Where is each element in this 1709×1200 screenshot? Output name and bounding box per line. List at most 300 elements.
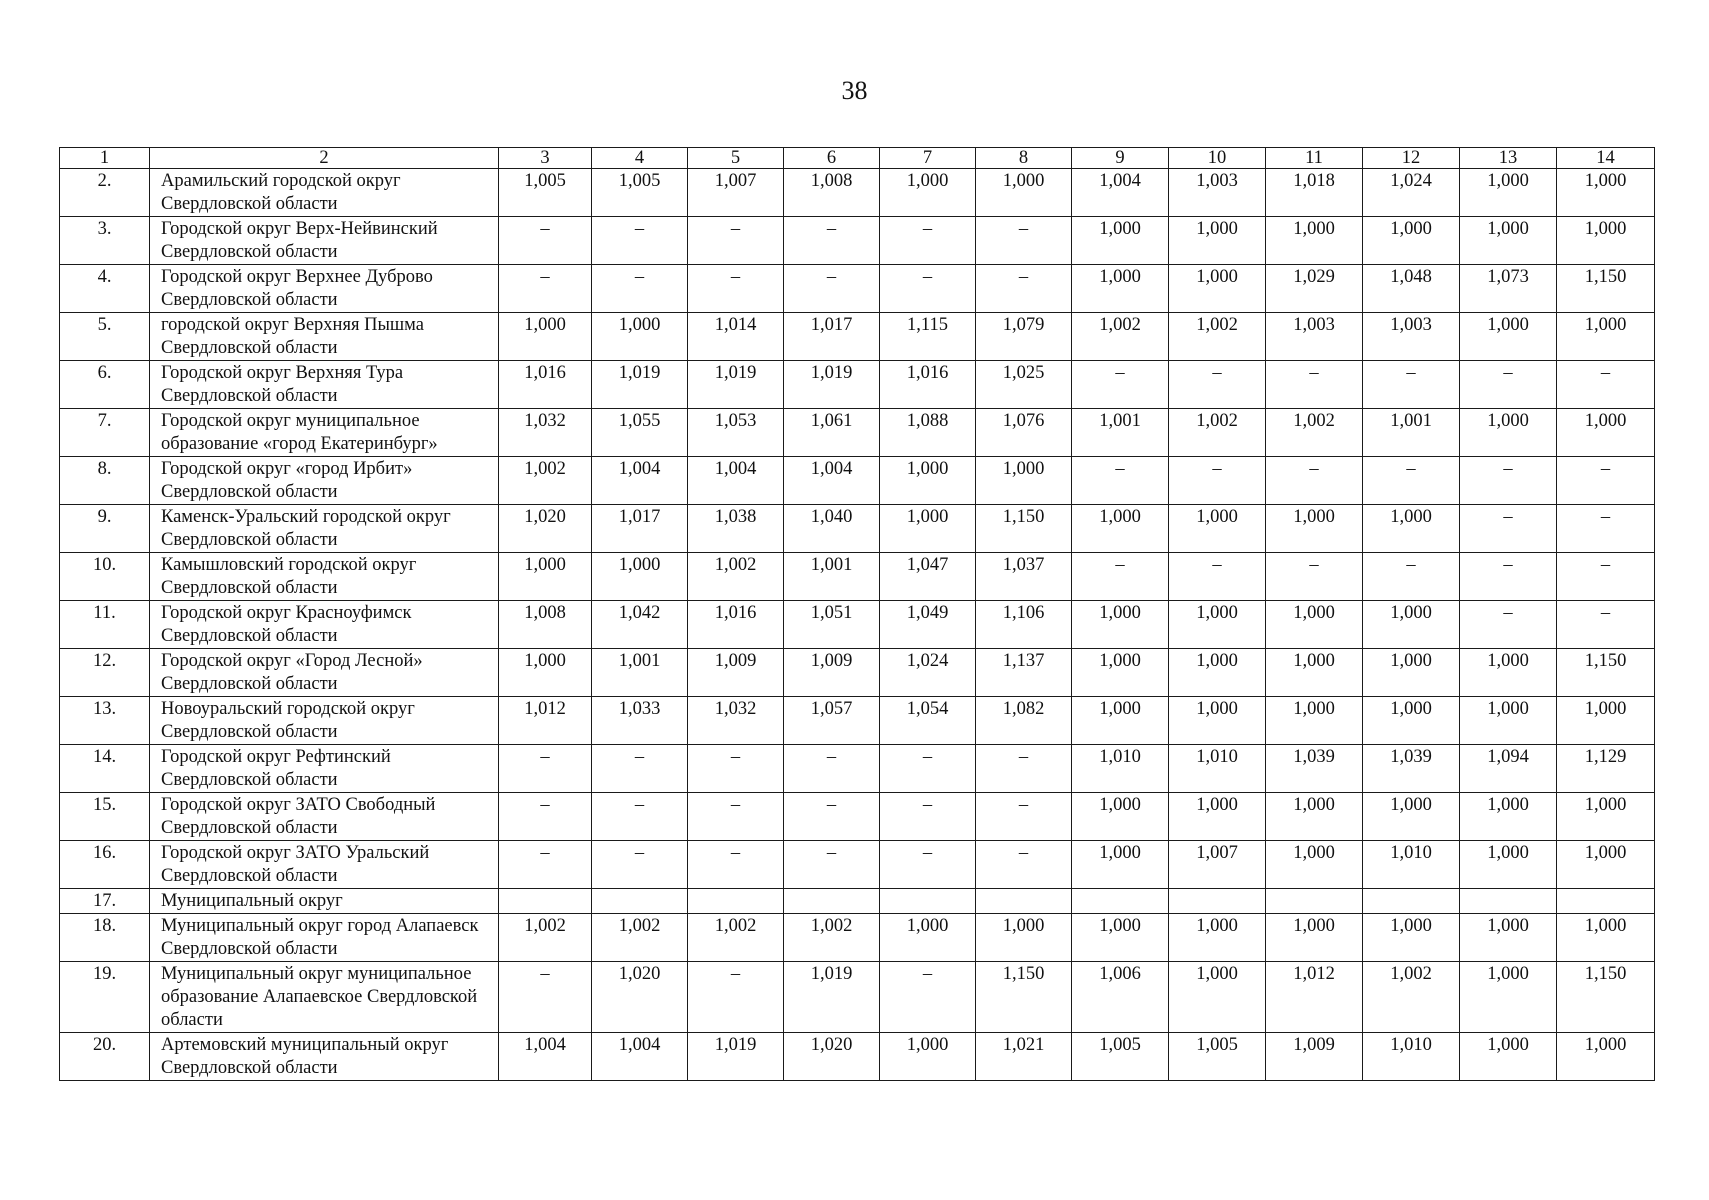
coefficient-cell: 1,009 (1266, 1033, 1363, 1081)
coefficient-cell: 1,019 (784, 962, 880, 1033)
coefficient-cell: 1,000 (592, 313, 688, 361)
coefficient-cell: 1,000 (1557, 169, 1655, 217)
municipality-name-cell: Городской округ Красноуфимск Свердловской области (150, 601, 499, 649)
coefficient-cell: 1,000 (499, 553, 592, 601)
coefficient-cell (499, 889, 592, 914)
municipality-name-cell: Муниципальный округ муниципальное образование Алапаевское Свердловской области (150, 962, 499, 1033)
municipality-name-cell: Камышловский городской округ Свердловской области (150, 553, 499, 601)
coefficient-cell: 1,000 (880, 914, 976, 962)
table-row (60, 313, 1655, 361)
coefficient-cell: – (880, 265, 976, 313)
coefficient-cell: 1,001 (1363, 409, 1460, 457)
coefficient-cell: 1,002 (1169, 313, 1266, 361)
coefficient-cell: 1,002 (499, 457, 592, 505)
coefficient-cell: 1,000 (1169, 914, 1266, 962)
coefficient-cell: 1,017 (592, 505, 688, 553)
coefficient-cell: 1,000 (1460, 793, 1557, 841)
table-body (60, 148, 1655, 1081)
coefficient-cell: 1,012 (1266, 962, 1363, 1033)
coefficient-cell: 1,021 (976, 1033, 1072, 1081)
table-row (60, 793, 1655, 841)
coefficient-cell: 1,000 (592, 553, 688, 601)
coefficient-cell: – (1363, 457, 1460, 505)
coefficient-cell (688, 889, 784, 914)
coefficient-cell: 1,032 (688, 697, 784, 745)
coefficient-cell: – (1460, 361, 1557, 409)
coefficient-cell: 1,115 (880, 313, 976, 361)
row-number-cell: 2. (60, 169, 150, 217)
table-row (60, 841, 1655, 889)
coefficient-cell: – (784, 745, 880, 793)
coefficient-cell: 1,016 (880, 361, 976, 409)
coefficient-cell: 1,005 (499, 169, 592, 217)
coefficient-cell: – (1266, 457, 1363, 505)
column-number-cell: 4 (592, 148, 688, 169)
coefficient-cell: 1,000 (1169, 793, 1266, 841)
coefficient-cell: 1,039 (1266, 745, 1363, 793)
coefficient-cell (880, 889, 976, 914)
column-number-cell: 13 (1460, 148, 1557, 169)
coefficient-cell: 1,007 (688, 169, 784, 217)
municipality-name-cell: Городской округ «Город Лесной» Свердловской области (150, 649, 499, 697)
coefficient-cell: 1,000 (976, 914, 1072, 962)
row-number-cell: 12. (60, 649, 150, 697)
coefficient-cell: 1,000 (1460, 1033, 1557, 1081)
coefficient-cell: 1,006 (1072, 962, 1169, 1033)
coefficient-cell: 1,000 (1072, 649, 1169, 697)
coefficient-cell: 1,055 (592, 409, 688, 457)
coefficient-cell: – (499, 962, 592, 1033)
coefficient-cell: 1,000 (499, 649, 592, 697)
table-row (60, 889, 1655, 914)
coefficient-cell: 1,039 (1363, 745, 1460, 793)
table-row (60, 1033, 1655, 1081)
coefficient-cell: 1,000 (1072, 217, 1169, 265)
row-number-cell: 5. (60, 313, 150, 361)
coefficient-cell: – (784, 793, 880, 841)
coefficient-cell: 1,000 (1169, 217, 1266, 265)
coefficient-cell: 1,076 (976, 409, 1072, 457)
row-number-cell: 20. (60, 1033, 150, 1081)
coefficient-cell (1266, 889, 1363, 914)
coefficient-cell: – (1460, 601, 1557, 649)
coefficient-cell: 1,000 (1072, 697, 1169, 745)
coefficient-cell: 1,010 (1072, 745, 1169, 793)
row-number-cell: 18. (60, 914, 150, 962)
coefficient-cell: 1,025 (976, 361, 1072, 409)
coefficient-cell: – (880, 217, 976, 265)
coefficient-cell: 1,010 (1169, 745, 1266, 793)
coefficient-cell: 1,000 (1072, 841, 1169, 889)
coefficient-cell: 1,000 (1266, 841, 1363, 889)
table-row (60, 962, 1655, 1033)
coefficient-cell: 1,073 (1460, 265, 1557, 313)
coefficient-cell: 1,049 (880, 601, 976, 649)
coefficient-cell: 1,001 (1072, 409, 1169, 457)
coefficient-cell: – (880, 793, 976, 841)
coefficient-cell: 1,002 (1363, 962, 1460, 1033)
coefficient-cell: 1,012 (499, 697, 592, 745)
coefficient-cell: 1,000 (1557, 313, 1655, 361)
row-number-cell: 8. (60, 457, 150, 505)
coefficient-cell: 1,000 (1363, 505, 1460, 553)
coefficient-cell: – (499, 217, 592, 265)
coefficient-cell: 1,010 (1363, 1033, 1460, 1081)
coefficient-cell: 1,001 (592, 649, 688, 697)
coefficient-cell: – (880, 841, 976, 889)
coefficient-cell: 1,004 (592, 457, 688, 505)
coefficient-cell (592, 889, 688, 914)
coefficient-cell: – (1363, 361, 1460, 409)
coefficient-cell: 1,000 (1460, 169, 1557, 217)
coefficient-cell: – (1460, 553, 1557, 601)
municipality-name-cell: Муниципальный округ (150, 889, 499, 914)
municipality-name-cell: Городской округ Рефтинский Свердловской области (150, 745, 499, 793)
coefficient-cell: 1,019 (592, 361, 688, 409)
coefficient-cell: – (592, 217, 688, 265)
municipality-name-cell: Городской округ муниципальное образование «город Екатеринбург» (150, 409, 499, 457)
coefficient-cell: 1,150 (1557, 649, 1655, 697)
column-number-cell: 11 (1266, 148, 1363, 169)
coefficient-cell: 1,000 (1460, 217, 1557, 265)
coefficient-cell: 1,005 (1169, 1033, 1266, 1081)
coefficient-cell: 1,002 (688, 553, 784, 601)
coefficient-cell: 1,129 (1557, 745, 1655, 793)
coefficient-cell: 1,137 (976, 649, 1072, 697)
row-number-cell: 6. (60, 361, 150, 409)
coefficient-cell: – (1169, 361, 1266, 409)
coefficient-cell: 1,008 (499, 601, 592, 649)
coefficient-cell: – (592, 841, 688, 889)
coefficient-cell: – (688, 793, 784, 841)
municipality-name-cell: Каменск-Уральский городской округ Свердловской области (150, 505, 499, 553)
row-number-cell: 16. (60, 841, 150, 889)
coefficient-cell: 1,053 (688, 409, 784, 457)
coefficient-cell: 1,014 (688, 313, 784, 361)
page-number: 38 (841, 76, 868, 105)
coefficient-cell: – (976, 793, 1072, 841)
coefficient-cell: 1,150 (1557, 265, 1655, 313)
municipality-name-cell: городской округ Верхняя Пышма Свердловской области (150, 313, 499, 361)
coefficient-cell (976, 889, 1072, 914)
coefficient-cell: 1,094 (1460, 745, 1557, 793)
coefficient-cell: – (688, 217, 784, 265)
coefficient-cell: – (688, 265, 784, 313)
coefficient-cell: 1,061 (784, 409, 880, 457)
coefficient-cell: 1,037 (976, 553, 1072, 601)
coefficient-cell: – (1072, 361, 1169, 409)
coefficient-cell: 1,003 (1266, 313, 1363, 361)
column-number-cell: 9 (1072, 148, 1169, 169)
coefficient-cell: 1,033 (592, 697, 688, 745)
coefficient-cell: 1,003 (1169, 169, 1266, 217)
coefficient-cell: – (1169, 553, 1266, 601)
table-row (60, 217, 1655, 265)
coefficient-cell: 1,000 (1363, 793, 1460, 841)
table-row (60, 914, 1655, 962)
coefficient-cell: 1,000 (1557, 841, 1655, 889)
coefficient-cell: 1,016 (499, 361, 592, 409)
coefficient-cell: – (784, 841, 880, 889)
table-row (60, 697, 1655, 745)
coefficient-cell: – (592, 265, 688, 313)
row-number-cell: 13. (60, 697, 150, 745)
coefficient-cell: – (499, 745, 592, 793)
coefficients-table (59, 147, 1655, 1081)
coefficient-cell (1072, 889, 1169, 914)
coefficient-cell: 1,000 (1557, 914, 1655, 962)
coefficient-cell: – (1557, 505, 1655, 553)
coefficient-cell: – (1557, 457, 1655, 505)
coefficient-cell: 1,000 (1557, 409, 1655, 457)
column-number-cell: 2 (150, 148, 499, 169)
column-number-cell: 14 (1557, 148, 1655, 169)
row-number-cell: 3. (60, 217, 150, 265)
coefficient-cell: – (880, 745, 976, 793)
coefficient-cell: 1,010 (1363, 841, 1460, 889)
coefficient-cell: 1,000 (1169, 962, 1266, 1033)
coefficient-cell: 1,000 (1169, 505, 1266, 553)
coefficient-cell: – (1266, 553, 1363, 601)
coefficient-cell: 1,004 (592, 1033, 688, 1081)
table-row (60, 457, 1655, 505)
coefficient-cell: – (499, 841, 592, 889)
coefficient-cell: 1,038 (688, 505, 784, 553)
coefficient-cell: 1,000 (1169, 649, 1266, 697)
coefficient-cell: – (1072, 457, 1169, 505)
coefficient-cell: 1,000 (1460, 649, 1557, 697)
coefficient-cell: 1,000 (976, 169, 1072, 217)
coefficient-cell: 1,002 (499, 914, 592, 962)
column-number-cell: 7 (880, 148, 976, 169)
coefficient-cell: – (499, 793, 592, 841)
coefficient-cell: 1,002 (1266, 409, 1363, 457)
table-row (60, 361, 1655, 409)
municipality-name-cell: Городской округ ЗАТО Свободный Свердловской области (150, 793, 499, 841)
coefficient-cell: 1,009 (688, 649, 784, 697)
coefficient-cell: 1,150 (1557, 962, 1655, 1033)
coefficient-cell: 1,000 (1363, 649, 1460, 697)
coefficient-cell (1460, 889, 1557, 914)
column-number-row (60, 148, 1655, 169)
coefficient-cell: – (499, 265, 592, 313)
coefficient-cell: 1,106 (976, 601, 1072, 649)
column-number-cell: 1 (60, 148, 150, 169)
coefficient-cell: 1,000 (1363, 697, 1460, 745)
coefficient-cell: – (976, 745, 1072, 793)
coefficient-cell: 1,000 (1266, 914, 1363, 962)
coefficient-cell: – (592, 745, 688, 793)
coefficient-cell: 1,002 (688, 914, 784, 962)
coefficient-cell: 1,048 (1363, 265, 1460, 313)
coefficient-cell: – (688, 841, 784, 889)
coefficient-cell: 1,000 (880, 1033, 976, 1081)
coefficient-cell: 1,002 (1169, 409, 1266, 457)
coefficient-cell: 1,008 (784, 169, 880, 217)
coefficient-cell: 1,000 (1266, 217, 1363, 265)
coefficient-cell: 1,007 (1169, 841, 1266, 889)
row-number-cell: 10. (60, 553, 150, 601)
coefficient-cell: 1,004 (784, 457, 880, 505)
coefficient-cell: 1,150 (976, 505, 1072, 553)
coefficient-cell: 1,019 (784, 361, 880, 409)
coefficient-cell: 1,000 (1266, 697, 1363, 745)
table-row (60, 745, 1655, 793)
row-number-cell: 7. (60, 409, 150, 457)
coefficient-cell: 1,000 (1266, 649, 1363, 697)
coefficient-cell: – (1460, 505, 1557, 553)
coefficient-cell: 1,000 (1557, 217, 1655, 265)
coefficient-cell: 1,000 (1072, 601, 1169, 649)
coefficient-cell: 1,000 (1460, 697, 1557, 745)
coefficient-cell: 1,001 (784, 553, 880, 601)
coefficient-cell: 1,000 (1169, 265, 1266, 313)
coefficient-cell: – (976, 265, 1072, 313)
row-number-cell: 14. (60, 745, 150, 793)
coefficient-cell: 1,079 (976, 313, 1072, 361)
table-row (60, 169, 1655, 217)
coefficient-cell: 1,020 (499, 505, 592, 553)
coefficient-cell: 1,019 (688, 1033, 784, 1081)
table-row (60, 409, 1655, 457)
coefficient-cell (1169, 889, 1266, 914)
table-row (60, 601, 1655, 649)
table-row (60, 553, 1655, 601)
coefficient-cell: 1,000 (880, 505, 976, 553)
coefficient-cell: 1,000 (1072, 265, 1169, 313)
coefficient-cell: 1,057 (784, 697, 880, 745)
coefficient-cell: 1,009 (784, 649, 880, 697)
coefficient-cell: – (688, 745, 784, 793)
coefficient-cell: 1,000 (1460, 841, 1557, 889)
coefficient-cell: 1,017 (784, 313, 880, 361)
coefficient-cell: 1,000 (1072, 505, 1169, 553)
coefficient-cell: 1,016 (688, 601, 784, 649)
municipality-name-cell: Городской округ Верхнее Дуброво Свердловской области (150, 265, 499, 313)
coefficient-cell: 1,000 (1072, 914, 1169, 962)
row-number-cell: 19. (60, 962, 150, 1033)
municipality-name-cell: Городской округ «город Ирбит» Свердловской области (150, 457, 499, 505)
column-number-cell: 3 (499, 148, 592, 169)
coefficient-cell: – (1266, 361, 1363, 409)
coefficient-cell: 1,000 (1072, 793, 1169, 841)
coefficient-cell: 1,000 (1460, 962, 1557, 1033)
table-row (60, 505, 1655, 553)
column-number-cell: 6 (784, 148, 880, 169)
column-number-cell: 12 (1363, 148, 1460, 169)
municipality-name-cell: Городской округ Верхняя Тура Свердловской области (150, 361, 499, 409)
coefficient-cell: – (976, 841, 1072, 889)
row-number-cell: 4. (60, 265, 150, 313)
coefficient-cell: – (1363, 553, 1460, 601)
coefficient-cell: 1,002 (592, 914, 688, 962)
coefficient-cell: 1,047 (880, 553, 976, 601)
coefficient-cell: 1,024 (1363, 169, 1460, 217)
coefficient-cell: 1,004 (1072, 169, 1169, 217)
coefficient-cell: 1,005 (1072, 1033, 1169, 1081)
coefficient-cell: 1,032 (499, 409, 592, 457)
coefficient-cell: – (1557, 601, 1655, 649)
coefficient-cell: 1,004 (688, 457, 784, 505)
column-number-cell: 5 (688, 148, 784, 169)
coefficient-cell: 1,054 (880, 697, 976, 745)
coefficient-cell: – (1460, 457, 1557, 505)
coefficient-cell: 1,000 (976, 457, 1072, 505)
municipality-name-cell: Городской округ ЗАТО Уральский Свердловской области (150, 841, 499, 889)
coefficient-cell (1363, 889, 1460, 914)
coefficient-cell: 1,019 (688, 361, 784, 409)
coefficient-cell: – (784, 265, 880, 313)
coefficient-cell: 1,040 (784, 505, 880, 553)
coefficient-cell: – (1557, 553, 1655, 601)
coefficient-cell: 1,000 (1460, 313, 1557, 361)
coefficient-cell: 1,000 (1169, 601, 1266, 649)
coefficient-cell: 1,002 (784, 914, 880, 962)
coefficient-cell: 1,000 (1557, 1033, 1655, 1081)
coefficient-cell: 1,000 (499, 313, 592, 361)
coefficient-cell: 1,051 (784, 601, 880, 649)
column-number-cell: 8 (976, 148, 1072, 169)
coefficient-cell: 1,000 (880, 457, 976, 505)
column-number-cell: 10 (1169, 148, 1266, 169)
coefficient-cell: 1,020 (784, 1033, 880, 1081)
municipality-name-cell: Арамильский городской округ Свердловской области (150, 169, 499, 217)
coefficient-cell: 1,000 (1363, 601, 1460, 649)
coefficient-cell: – (784, 217, 880, 265)
coefficient-cell (784, 889, 880, 914)
coefficient-cell: – (592, 793, 688, 841)
coefficient-cell: 1,000 (1557, 793, 1655, 841)
coefficient-cell: 1,018 (1266, 169, 1363, 217)
coefficient-cell (1557, 889, 1655, 914)
municipality-name-cell: Муниципальный округ город Алапаевск Свердловской области (150, 914, 499, 962)
table-row (60, 265, 1655, 313)
coefficient-cell: 1,150 (976, 962, 1072, 1033)
coefficient-cell: 1,000 (1266, 505, 1363, 553)
coefficient-cell: 1,029 (1266, 265, 1363, 313)
coefficient-cell: 1,000 (1169, 697, 1266, 745)
row-number-cell: 11. (60, 601, 150, 649)
coefficient-cell: 1,000 (880, 169, 976, 217)
coefficient-cell: – (1169, 457, 1266, 505)
coefficient-cell: 1,000 (1266, 793, 1363, 841)
coefficient-cell: 1,005 (592, 169, 688, 217)
coefficient-cell: 1,000 (1266, 601, 1363, 649)
coefficient-cell: – (688, 962, 784, 1033)
row-number-cell: 17. (60, 889, 150, 914)
coefficient-cell: 1,004 (499, 1033, 592, 1081)
coefficient-cell: 1,003 (1363, 313, 1460, 361)
municipality-name-cell: Городской округ Верх-Нейвинский Свердловской области (150, 217, 499, 265)
row-number-cell: 9. (60, 505, 150, 553)
municipality-name-cell: Артемовский муниципальный округ Свердловской области (150, 1033, 499, 1081)
coefficient-cell: 1,000 (1557, 697, 1655, 745)
coefficient-cell: – (1072, 553, 1169, 601)
coefficient-cell: 1,024 (880, 649, 976, 697)
coefficient-cell: 1,000 (1363, 217, 1460, 265)
coefficient-cell: 1,042 (592, 601, 688, 649)
municipality-name-cell: Новоуральский городской округ Свердловской области (150, 697, 499, 745)
coefficient-cell: 1,000 (1363, 914, 1460, 962)
coefficient-cell: – (880, 962, 976, 1033)
coefficient-cell: – (976, 217, 1072, 265)
coefficient-cell: 1,000 (1460, 409, 1557, 457)
coefficient-cell: – (1557, 361, 1655, 409)
table-row (60, 649, 1655, 697)
coefficient-cell: 1,088 (880, 409, 976, 457)
coefficient-cell: 1,082 (976, 697, 1072, 745)
coefficient-cell: 1,020 (592, 962, 688, 1033)
